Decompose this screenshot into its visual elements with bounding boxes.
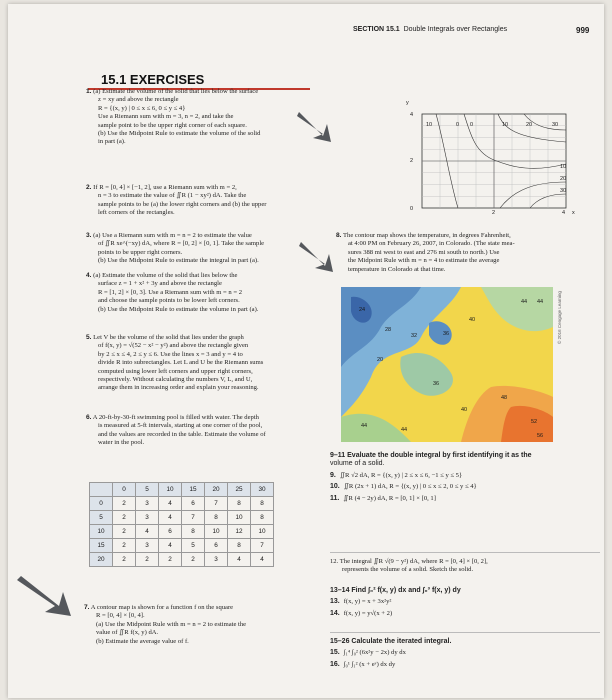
table-cell: 2: [159, 553, 182, 567]
exercises-13-14: [330, 587, 600, 618]
table-row: [90, 525, 274, 539]
table-cell: 10: [251, 525, 274, 539]
table-cell: 8: [205, 511, 228, 525]
divider: [330, 552, 600, 553]
table-header-cell: 15: [182, 483, 205, 497]
table-cell: 2: [113, 497, 136, 511]
exercise-line: [86, 122, 322, 130]
exercise-number: 9.: [330, 471, 336, 479]
table-header-cell: 20: [205, 483, 228, 497]
exercise-4: [86, 272, 322, 314]
exercise-text: R = [0, 4] × [0, 4].: [96, 612, 145, 620]
table-cell: 4: [159, 511, 182, 525]
exercise-item: [330, 661, 600, 669]
contour-label: 10: [426, 122, 433, 128]
exercise-text: is measured at 5-ft intervals, starting at one corner of the pool,: [98, 422, 263, 430]
exercise-text: of f(x, y) = √(52 − x² − y²) and above the rectangle given: [98, 342, 249, 350]
table-cell: 8: [251, 497, 274, 511]
exercise-line: [86, 96, 322, 104]
table-cell: 3: [205, 553, 228, 567]
table-cell: 2: [113, 539, 136, 553]
exercise-text: respectively. Without calculating the numbers V, L, and U,: [98, 376, 253, 384]
exercises-15-26: [330, 638, 600, 669]
exercise-line: [86, 431, 322, 439]
exercise-text: temperature in Colorado at that time.: [348, 265, 446, 273]
exercise-text: Let V be the volume of the solid that lies under the graph: [93, 334, 244, 341]
running-header: [353, 26, 507, 33]
exercise-number: 11.: [330, 494, 340, 502]
exercise-number: 6.: [86, 414, 92, 421]
map-credit: © 2016 Cengage Learning: [557, 291, 562, 344]
exercise-line: [86, 297, 322, 305]
exercise-number: 4.: [86, 272, 92, 279]
exercise-line: [86, 306, 322, 314]
table-row: [90, 539, 274, 553]
table-cell: 5: [182, 539, 205, 553]
table-cell: 4: [228, 553, 251, 567]
exercise-item: [330, 495, 600, 503]
table-cell: 6: [159, 525, 182, 539]
grid-tick-label: 2: [492, 210, 496, 216]
table-row-header: 0: [90, 497, 113, 511]
exercise-text: by 2 ≤ x ≤ 4, 2 ≤ y ≤ 6. Use the lines x = 3 and y = 4 to: [98, 350, 243, 358]
exercise-number: 10.: [330, 483, 340, 491]
contour-label: 30: [560, 188, 567, 194]
exercise-number: 16.: [330, 660, 340, 668]
table-header-cell: 0: [113, 483, 136, 497]
table-row-header: 10: [90, 525, 113, 539]
exercise-text: n = 3 to estimate the value of ∬R (1 − xy²) dA. Take the: [98, 192, 247, 200]
exercise-line: [86, 88, 322, 96]
exercise-text: (b) Use the Midpoint Rule to estimate the volume in part (a).: [98, 305, 259, 313]
exercise-number: 2.: [86, 184, 92, 191]
table-header-cell: 10: [159, 483, 182, 497]
exercise-number: 1.: [86, 88, 92, 95]
contour-label: 10: [560, 164, 567, 170]
table-cell: 2: [136, 553, 159, 567]
exercise-text: of ∬R xe^(−xy) dA, where R = [0, 2] × [0, 1]. Take the sample: [98, 240, 265, 248]
header-section: SECTION 15.1: [353, 26, 400, 33]
exercise-line: [336, 257, 596, 265]
exercise-line: [336, 240, 596, 248]
exercise-text: divide R into subrectangles. Let L and U be the Riemann sums: [98, 359, 264, 367]
exercise-text: ∬R √2 dA, R = {(x, y) | 2 ≤ x ≤ 6, −1 ≤ y ≤ 5}: [339, 471, 463, 479]
exercise-line: [84, 638, 324, 646]
table-cell: 2: [113, 511, 136, 525]
contour-label: 30: [552, 122, 559, 128]
exercise-item: [330, 483, 600, 491]
exercise-text: (b) Estimate the average value of f.: [96, 637, 189, 645]
table-cell: 4: [251, 553, 274, 567]
pointer-arrow-icon: [15, 570, 75, 620]
exercise-line: [86, 384, 322, 392]
pointer-arrow-icon: [293, 106, 333, 146]
map-isotherm-label: 28: [385, 327, 392, 333]
table-row: [90, 553, 274, 567]
exercise-text: f(x, y) = y√(x + 2): [343, 609, 393, 617]
exercise-text: (a) Use a Riemann sum with m = n = 2 to estimate the value: [93, 232, 252, 239]
exercise-text: The contour map shows the temperature, in degrees Fahrenheit,: [343, 232, 511, 239]
exercise-text: in part (a).: [98, 138, 126, 146]
exercise-item: [330, 598, 600, 606]
exercise-text: If R = [0, 4] × [−1, 2], use a Riemann sum with m = 2,: [93, 184, 237, 191]
exercise-text: z = xy and above the rectangle: [98, 96, 179, 104]
exercise-2: [86, 184, 322, 218]
exercise-line: [86, 138, 322, 146]
contour-label: 0: [456, 122, 460, 128]
exercise-text: R = [1, 2] × [0, 3]. Use a Riemann sum with m = n = 2: [98, 288, 242, 296]
exercise-number: 8.: [336, 232, 342, 239]
exercise-text: value of ∬R f(x, y) dA.: [96, 629, 159, 637]
textbook-page: [8, 4, 604, 698]
exercise-12: [330, 558, 600, 575]
table-cell: 4: [159, 539, 182, 553]
exercise-text: represents the volume of a solid. Sketch the solid.: [342, 566, 474, 574]
table-header-cell: [90, 483, 113, 497]
exercise-line: [86, 439, 322, 447]
contour-label: 20: [560, 176, 567, 182]
exercise-line: [86, 280, 322, 288]
grid-tick-label: 0: [410, 206, 414, 212]
exercise-text: points to be upper right corners.: [98, 248, 183, 256]
exercise-text: the Midpoint Rule with m = n = 4 to estimate the average: [348, 257, 500, 265]
map-isotherm-label: 32: [411, 333, 418, 339]
map-isotherm-label: 44: [537, 299, 544, 305]
table-cell: 8: [228, 497, 251, 511]
exercise-line: [84, 604, 324, 612]
exercise-line: [86, 113, 322, 121]
exercise-text: ∬R (2x + 1) dA, R = {(x, y) | 0 ≤ x ≤ 2, 0 ≤ y ≤ 4}: [343, 483, 477, 491]
contour-label: 0: [470, 122, 474, 128]
table-cell: 8: [251, 511, 274, 525]
exercise-line: [86, 192, 322, 200]
contour-label: 10: [502, 122, 509, 128]
map-isotherm-label: 24: [359, 307, 366, 313]
exercise-line: [86, 249, 322, 257]
exercise-text: water in the pool.: [98, 439, 145, 447]
map-isotherm-label: 40: [461, 407, 468, 413]
map-isotherm-label: 20: [377, 357, 384, 363]
table-header-cell: 30: [251, 483, 274, 497]
contour-grid-figure: [404, 102, 584, 220]
exercise-line: [86, 414, 322, 422]
exercise-line: [84, 629, 324, 637]
exercise-text: and the values are recorded in the table. Estimate the volume of: [98, 430, 266, 438]
exercise-line: [86, 272, 322, 280]
pool-depth-table: [89, 482, 274, 567]
exercise-text: (b) Use the Midpoint Rule to estimate the integral in part (a).: [98, 257, 259, 265]
exercise-group-intro: 9–11 Evaluate the double integral by first identifying it as the: [330, 452, 532, 459]
exercise-text: ∫₀¹ ∫₁² (x + eʸ) dx dy: [343, 660, 396, 668]
exercise-group-intro: volume of a solid.: [330, 460, 385, 468]
exercise-text: Use a Riemann sum with m = 3, n = 2, and take the: [98, 113, 234, 121]
exercise-number: 3.: [86, 232, 92, 239]
exercise-line: [84, 621, 324, 629]
table-cell: 10: [205, 525, 228, 539]
table-cell: 8: [228, 539, 251, 553]
map-isotherm-label: 40: [469, 317, 476, 323]
exercise-line: [86, 289, 322, 297]
exercise-item: [330, 649, 600, 657]
exercise-text: (b) Use the Midpoint Rule to estimate the volume of the solid: [98, 130, 261, 138]
exercise-line: [86, 368, 322, 376]
table-row-header: 15: [90, 539, 113, 553]
map-isotherm-label: 48: [501, 395, 508, 401]
table-cell: 7: [205, 497, 228, 511]
table-cell: 4: [159, 497, 182, 511]
table-cell: 2: [113, 525, 136, 539]
contour-label: 20: [526, 122, 533, 128]
exercise-text: f(x, y) = x + 3x²y²: [343, 598, 392, 606]
table-cell: 6: [182, 497, 205, 511]
exercise-text: The integral ∬R √(9 − y²) dA, where R = [0, 4] × [0, 2],: [339, 558, 488, 565]
exercise-1: [86, 88, 322, 147]
exercise-text: sures 388 mi west to east and 276 mi south to north.) Use: [348, 248, 500, 256]
exercises-9-11: [330, 452, 600, 503]
colorado-temperature-map: [341, 287, 553, 442]
exercise-text: ∫₁⁴ ∫₀² (6x²y − 2x) dy dx: [343, 649, 406, 657]
exercise-5: [86, 334, 322, 393]
exercise-line: [86, 376, 322, 384]
exercise-number: 14.: [330, 609, 340, 617]
table-row-header: 20: [90, 553, 113, 567]
exercise-text: surface z = 1 + x² + 3y and above the rectangle: [98, 280, 222, 288]
exercise-text: A 20-ft-by-30-ft swimming pool is filled with water. The depth: [92, 414, 259, 421]
table-row: [90, 497, 274, 511]
exercise-number: 5.: [86, 334, 92, 341]
exercise-8: [336, 232, 596, 274]
table-cell: 3: [136, 539, 159, 553]
exercise-7: [84, 604, 324, 646]
grid-y-axis-label: y: [406, 100, 409, 106]
table-header-cell: 25: [228, 483, 251, 497]
exercise-group-intro: 15–26 Calculate the iterated integral.: [330, 638, 452, 645]
table-cell: 7: [182, 511, 205, 525]
table-cell: 12: [228, 525, 251, 539]
map-isotherm-label: 56: [537, 433, 544, 439]
map-isotherm-label: 36: [433, 381, 440, 387]
table-row-header: 5: [90, 511, 113, 525]
exercise-text: sample point to be the upper right corner of each square.: [98, 121, 247, 129]
exercise-item: [330, 610, 600, 618]
table-cell: 6: [205, 539, 228, 553]
pointer-arrow-icon: [295, 236, 335, 276]
exercise-text: and choose the sample points to be lower left corners.: [98, 297, 240, 305]
exercise-text: R = {(x, y) | 0 ≤ x ≤ 6, 0 ≤ y ≤ 4}: [98, 104, 186, 112]
map-isotherm-label: 44: [401, 427, 408, 433]
table-cell: 4: [136, 525, 159, 539]
table-header-cell: 5: [136, 483, 159, 497]
exercise-line: [84, 612, 324, 620]
grid-x-axis-label: x: [572, 210, 575, 216]
map-isotherm-label: 36: [443, 331, 450, 337]
exercise-line: [86, 240, 322, 248]
exercise-line: [330, 566, 600, 574]
exercises-title: 15.1 EXERCISES: [101, 72, 205, 87]
exercise-line: [86, 257, 322, 265]
exercise-text: left corners of the rectangles.: [98, 209, 175, 217]
exercise-text: (a) Estimate the volume of the solid that lies below the surface: [93, 88, 259, 95]
exercise-line: [336, 249, 596, 257]
exercise-text: (a) Use the Midpoint Rule with m = n = 2 to estimate the: [96, 620, 247, 628]
exercise-number: 7.: [84, 604, 90, 611]
table-cell: 2: [182, 553, 205, 567]
exercise-line: [86, 351, 322, 359]
exercise-line: [86, 130, 322, 138]
exercise-line: [86, 422, 322, 430]
exercise-text: computed using lower left corners and upper right corners,: [98, 367, 253, 375]
table-cell: 8: [182, 525, 205, 539]
table-cell: 3: [136, 511, 159, 525]
table-cell: 7: [251, 539, 274, 553]
exercise-6: [86, 414, 322, 448]
exercise-text: arrange them in increasing order and explain your reasoning.: [98, 384, 259, 392]
grid-tick-label: 4: [562, 210, 566, 216]
exercise-text: sample points to be (a) the lower right corners and (b) the upper: [98, 200, 267, 208]
table-cell: 10: [228, 511, 251, 525]
exercise-line: [86, 201, 322, 209]
exercise-line: [336, 232, 596, 240]
exercise-number: 12.: [330, 558, 339, 565]
exercise-line: [86, 359, 322, 367]
exercise-number: 13.: [330, 598, 340, 606]
exercise-group-intro: 13–14 Find ∫₀² f(x, y) dx and ∫₀³ f(x, y) dy: [330, 587, 461, 594]
exercise-3: [86, 232, 322, 266]
exercise-text: at 4:00 PM on February 26, 2007, in Colorado. (The state mea-: [348, 240, 515, 248]
exercise-line: [336, 266, 596, 274]
table-cell: 2: [113, 553, 136, 567]
grid-tick-label: 2: [410, 158, 414, 164]
map-isotherm-label: 52: [531, 419, 538, 425]
table-cell: 3: [136, 497, 159, 511]
exercise-text: A contour map is shown for a function f on the square: [90, 604, 234, 611]
map-isotherm-label: 44: [521, 299, 528, 305]
page-number: 999: [576, 26, 590, 35]
divider: [330, 632, 600, 633]
exercise-line: [86, 105, 322, 113]
map-isotherm-label: 44: [361, 423, 368, 429]
exercise-number: 15.: [330, 649, 340, 657]
exercise-text: ∬R (4 − 2y) dA, R = [0, 1] × [0, 1]: [343, 494, 436, 502]
exercise-item: [330, 472, 600, 480]
exercise-line: [330, 558, 600, 566]
exercise-line: [86, 342, 322, 350]
table-row: [90, 511, 274, 525]
exercise-text: (a) Estimate the volume of the solid that lies below the: [93, 272, 238, 279]
exercise-line: [86, 209, 322, 217]
header-section-title: Double Integrals over Rectangles: [403, 26, 508, 33]
grid-tick-label: 4: [410, 112, 414, 118]
